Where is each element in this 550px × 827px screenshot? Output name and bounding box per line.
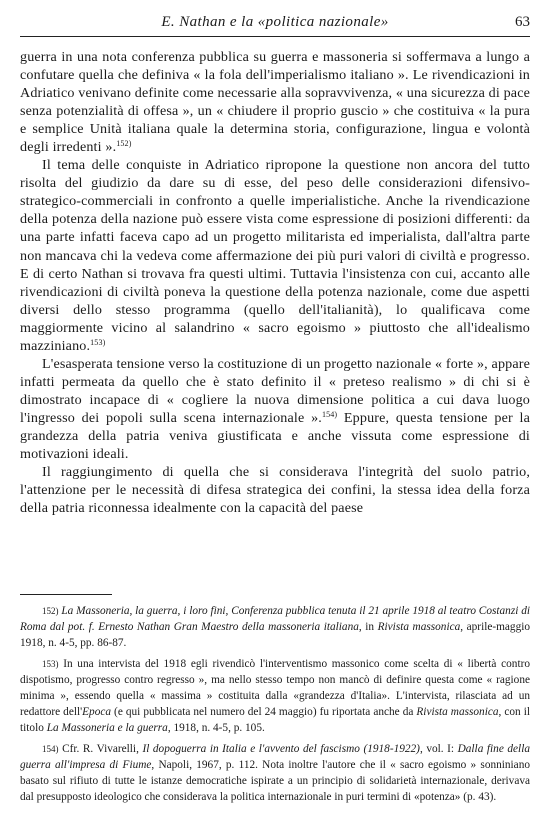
footnote-text: , in	[358, 620, 378, 633]
paragraph-2-text: Il tema delle conquiste in Adriatico ripropone la questione non ancora del tutto risolta del giudizio da dare su di esse, del peso delle considerazioni difensivo-strategico-commerciali in confronto a quelle imperialistiche. Anche la rivendicazione della potenza della nazione può essere vista come espressione di posizioni differenti: da una parte infatti faceva capo ad un progetto militarista ed imperialista, dall'altra parte non mancava chi la vedeva come affermazione dei più puri valori di civiltà e progresso. E di certo Nathan si trovava fra questi ultimi. Tuttavia l'insistenza con cui, accanto alle rivendicazioni di civiltà poneva la questione della potenza nazionale, come due aspetti diversi dello stesso programma (quello dell'italianità), lo qualificava come maggiormente vicino al salandrino « sacro egoismo » piuttosto che all'idealismo mazziniano.	[20, 157, 530, 354]
footnote-152	[20, 604, 530, 651]
footnote-ref-152: 152)	[116, 139, 132, 149]
footnote-number: 153)	[42, 659, 59, 670]
footnote-ref-153: 153)	[90, 337, 106, 347]
footnotes	[20, 594, 530, 812]
running-head: E. Nathan e la «politica nazionale»	[161, 14, 389, 30]
footnote-text: (e qui pubblicata nel numero del 24 maggio) fu riportata anche da	[111, 705, 417, 718]
footnote-title: Dalla fine della guerra all'impresa di Fiume	[20, 743, 530, 772]
footnote-153	[20, 657, 530, 736]
footnote-separator	[20, 594, 112, 595]
footnote-number: 152)	[42, 606, 59, 616]
footnote-title: La Massoneria e la guerra	[46, 721, 168, 734]
footnote-text: , aprile-maggio 1918, n. 4-5, pp. 86-87.	[20, 620, 531, 649]
paragraph-1	[20, 48, 530, 156]
paragraph-3-text-a: L'esasperata tensione verso la costituzione di un progetto nazionale « forte », appare infatti permeata da quello che è stato definito il « preteso realismo » di chi si è dimostrato incapace di « cogliere la nuova dimensione politica a cui dava luogo l'ingresso dei popoli sulla scena internazionale ».	[20, 355, 530, 426]
footnote-number: 154)	[42, 744, 59, 755]
footnote-text: Cfr. R. Vivarelli,	[62, 743, 143, 756]
paragraph-4-text: Il raggiungimento di quella che si considerava l'integrità del suolo patrio, l'attenzione per le necessità di difesa strategica dei confini, la stessa idea della forza della patria riconnessa idealmente con la capacità del paese	[20, 464, 530, 517]
footnote-text: In una intervista del 1918 egli rivendicò l'interventismo massonico come scelta di « libertà contro dispotismo, progresso contro regresso », ma nello stesso tempo non mancò di definire questa come « ragione minima », essendo quella « massima » costituita dalla «grandezza d'Italia». L'intervista, rilasciata ad un redattore dell'	[20, 658, 530, 718]
footnote-title: Il dopoguerra in Italia e l'avvento del fascismo (1918-1922)	[142, 743, 420, 756]
footnote-ref-154: 154)	[321, 409, 338, 419]
footnote-154	[20, 742, 530, 805]
paragraph-3	[20, 355, 530, 463]
footnote-journal: Rivista massonica	[377, 620, 461, 633]
footnote-journal: Epoca	[82, 705, 112, 718]
main-text	[20, 48, 530, 517]
paragraph-3-text-b: Eppure, questa tensione per la grandezza della patria veniva giustificata e anche vissuta come espressione di motivazioni ideali.	[20, 409, 530, 463]
footnote-text: , vol. I:	[419, 743, 458, 756]
footnote-journal: Rivista massonica	[416, 705, 499, 718]
footnote-title: La Massoneria, la guerra, i loro fini, Conferenza pubblica tenuta il 21 aprile 1918 al teatro Costanzi di Roma dal pot. f. Ernesto Nathan Gran Maestro della massoneria italiana	[20, 605, 530, 633]
paragraph-1-text: guerra in una nota conferenza pubblica su guerra e massoneria si soffermava a lungo a confutare quella che definiva « la fola dell'imperialismo italiano ». Le rivendicazioni in Adriatico venivano definite come necessarie alla sopravvivenza, « una sicurezza di pace senza potenzialità di offesa », un « chiudere il proprio guscio » che costituiva « la pura e semplice Unità italiana quale la determina storia, configurazione, lingua e volontà degli irredenti ».	[20, 49, 531, 156]
footnote-text: , 1918, n. 4-5, p. 105.	[167, 721, 265, 734]
footnote-text: , Napoli, 1967, p. 112. Nota inoltre l'autore che il « sacro egoismo » sonniniano basato sul rifiuto di tutte le istanze democratiche ispirate a un principio di solidarietà internazionale, derivava dal presupposto ideologico che considerava la politica internazionale in puri termini di «potenza» (p. 43).	[20, 759, 530, 803]
paragraph-2	[20, 156, 530, 355]
footnote-text: , con il titolo	[20, 705, 530, 734]
page-number: 63	[515, 14, 530, 30]
page-header	[20, 14, 530, 37]
paragraph-4	[20, 463, 530, 517]
